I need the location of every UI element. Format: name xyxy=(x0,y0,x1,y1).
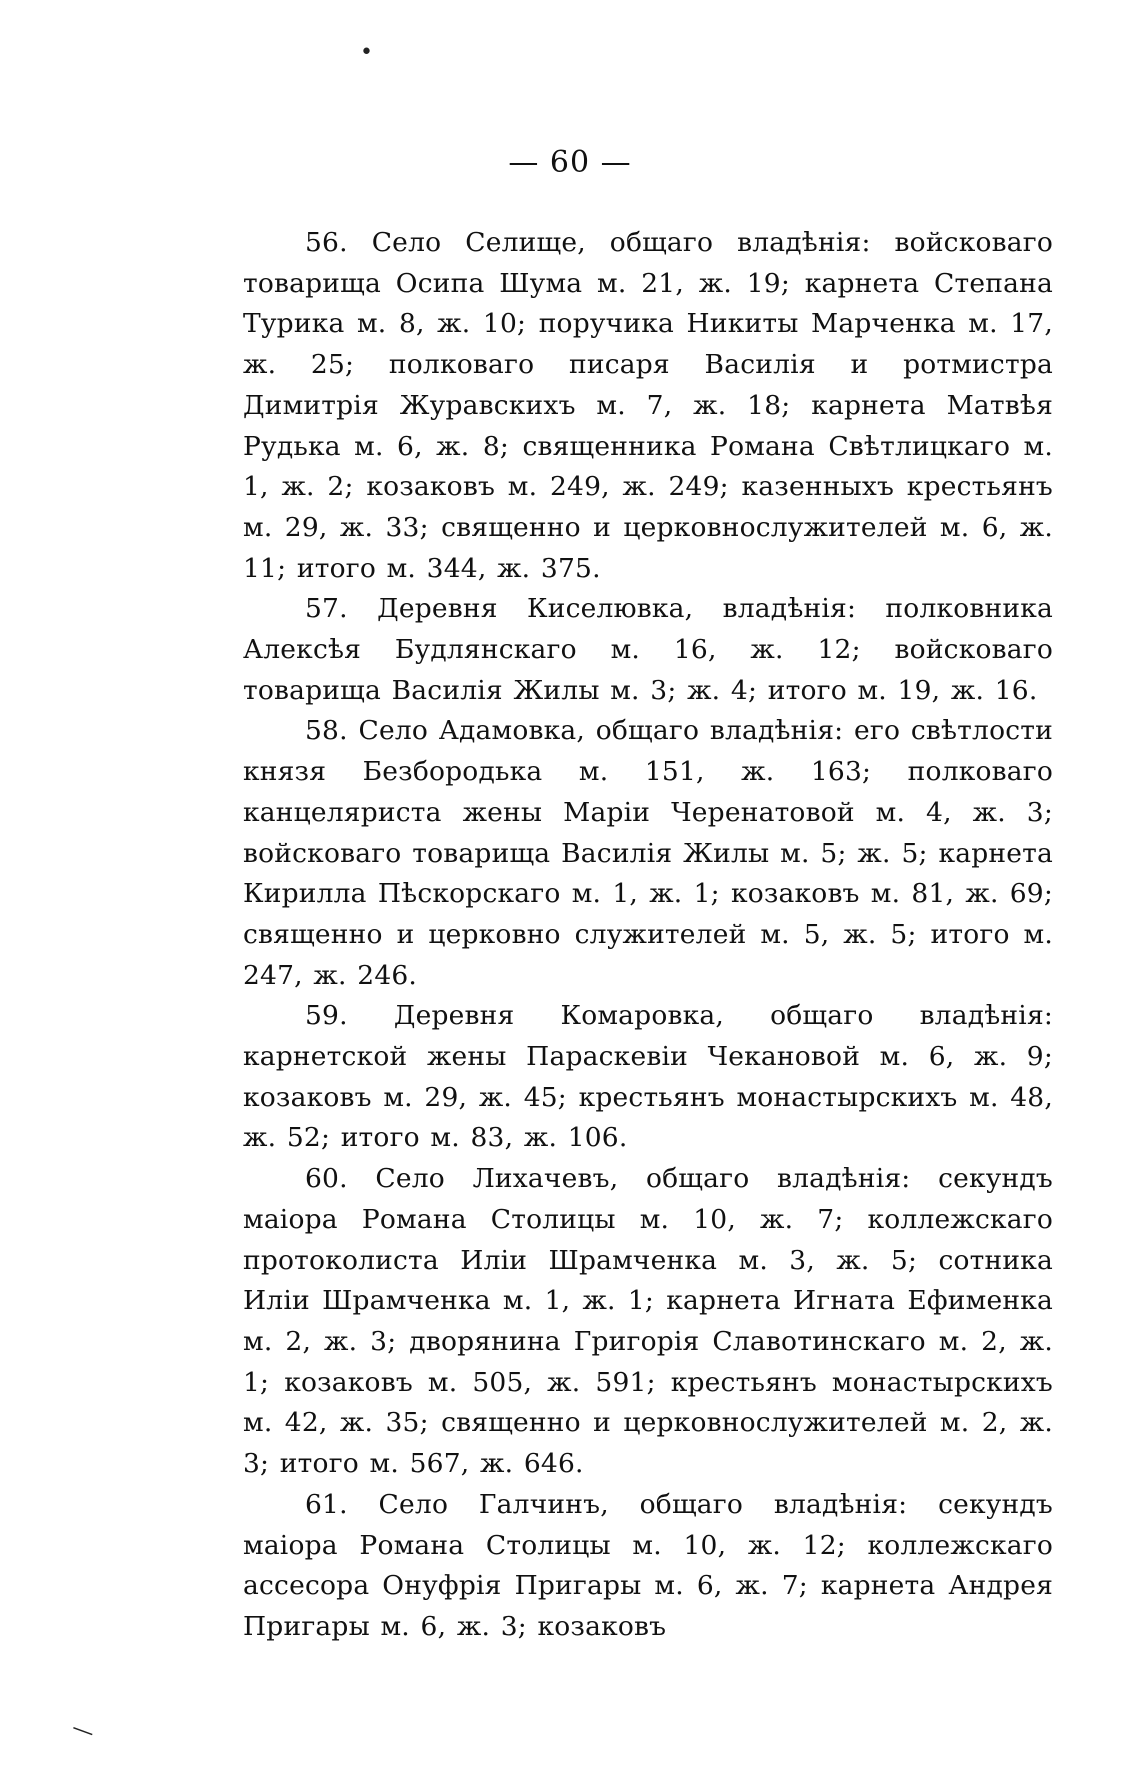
paragraph-57: 57. Деревня Киселювка, владѣнія: полковника Алексѣя Будлянскаго м. 16, ж. 12; войсковаго товарища Василія Жилы м. 3; ж. 4; итого м. 19, ж. 16. xyxy=(243,593,1053,706)
main-text xyxy=(243,223,1053,1648)
paragraph-59: 59. Деревня Комаровка, общаго владѣнія: карнетской жены Параскевіи Чекановой м. 6, ж. 9; козаковъ м. 29, ж. 45; крестьянъ монастырскихъ м. 48, ж. 52; итого м. 83, ж. 106. xyxy=(243,1000,1053,1154)
paragraph-60: 60. Село Лихачевъ, общаго владѣнія: секундъ маіора Романа Столицы м. 10, ж. 7; коллежскаго протоколиста Иліи Шрамченка м. 3, ж. 5; сотника Иліи Шрамченка м. 1, ж. 1; карнета Игната Ефименка м. 2, ж. 3; дворянина Григорія Славотинскаго м. 2, ж. 1; козаковъ м. 505, ж. 591; крестьянъ монастырскихъ м. 42, ж. 35; священно и церковнослужителей м. 2, ж. 3; итого м. 567, ж. 646. xyxy=(243,1163,1053,1480)
paragraph-58: 58. Село Адамовка, общаго владѣнія: его свѣтлости князя Безбородька м. 151, ж. 163; полковаго канцеляриста жены Маріи Черенатовой м. 4, ж. 3; войсковаго товарища Василія Жилы м. 5; ж. 5; карнета Кирилла Пѣскорскаго м. 1, ж. 1; козаковъ м. 81, ж. 69; священно и церковно служителей м. 5, ж. 5; итого м. 247, ж. 246. xyxy=(243,715,1053,991)
margin-dot: • xyxy=(360,40,373,65)
margin-dash: — xyxy=(68,1714,98,1747)
paragraph-61: 61. Село Галчинъ, общаго владѣнія: секундъ маіора Романа Столицы м. 10, ж. 12; коллежскаго ассесора Онуфрія Пригары м. 6, ж. 7; карнета Андрея Пригары м. 6, ж. 3; козаковъ xyxy=(243,1488,1053,1642)
paragraph-56: 56. Село Селище, общаго владѣнія: войсковаго товарища Осипа Шума м. 21, ж. 19; карнета Степана Турика м. 8, ж. 10; поручика Никиты Марченка м. 17, ж. 25; полковаго писаря Василія и ротмистра Димитрія Журавскихъ м. 7, ж. 18; карнета Матвѣя Рудька м. 6, ж. 8; священника Романа Свѣтлицкаго м. 1, ж. 2; козаковъ м. 249, ж. 249; казенныхъ крестьянъ м. 29, ж. 33; священно и церковнослужителей м. 6, ж. 11; итого м. 344, ж. 375. xyxy=(243,227,1053,584)
page-number: — 60 — xyxy=(508,145,632,180)
